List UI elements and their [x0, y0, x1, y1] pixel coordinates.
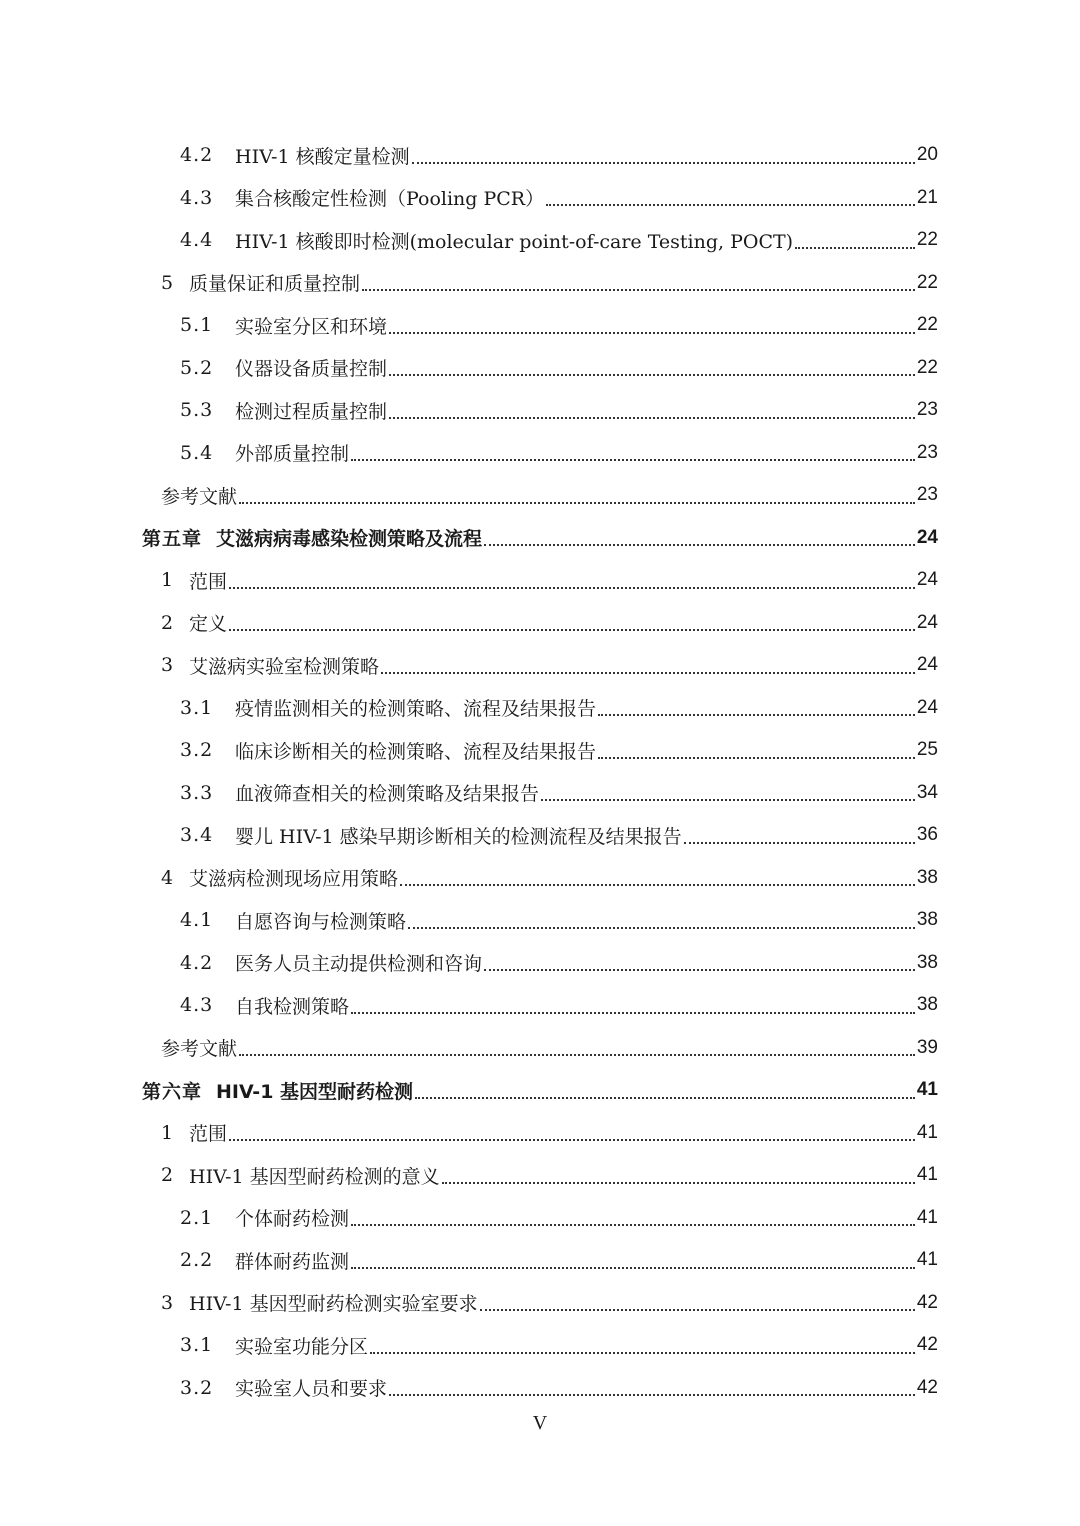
toc-entry-title: 参考文献 — [161, 485, 238, 508]
dot-leader — [598, 756, 915, 759]
toc-entry-title: HIV-1 核酸即时检测(molecular point-of-care Testing, POCT) — [235, 230, 794, 253]
dot-leader — [389, 331, 915, 334]
toc-entry-title: HIV-1 基因型耐药检测 — [216, 1080, 414, 1103]
toc-entry-title: 实验室人员和要求 — [235, 1378, 388, 1401]
toc-entry-number: 2.1 — [180, 1206, 214, 1229]
toc-entry-title: 范围 — [189, 570, 228, 593]
toc-entry[interactable] — [0, 304, 1080, 347]
toc-entry[interactable] — [0, 942, 1080, 985]
toc-entry-number: 4.3 — [180, 186, 214, 209]
toc-entry-title: 定义 — [189, 613, 228, 636]
dot-leader — [381, 671, 915, 674]
toc-entry-page-number: 20 — [916, 144, 938, 166]
dot-leader — [389, 416, 915, 419]
toc-entry-page-number: 41 — [916, 1079, 938, 1101]
toc-entry-title: 艾滋病病毒感染检测策略及流程 — [216, 528, 483, 551]
toc-entry-number: 4 — [161, 866, 175, 889]
dot-leader — [684, 841, 915, 844]
toc-entry[interactable] — [0, 899, 1080, 942]
table-of-contents — [0, 134, 1080, 1409]
toc-entry-number: 1 — [161, 569, 175, 592]
toc-entry-title: 个体耐药检测 — [235, 1208, 350, 1231]
toc-entry[interactable] — [0, 1154, 1080, 1197]
toc-entry-number: 3.2 — [180, 739, 214, 762]
toc-entry[interactable] — [0, 1197, 1080, 1240]
page-number: V — [532, 1412, 548, 1434]
toc-entry[interactable] — [0, 1324, 1080, 1367]
dot-leader — [442, 1181, 915, 1184]
toc-entry-title: 群体耐药监测 — [235, 1250, 350, 1273]
toc-entry-title: 艾滋病实验室检测策略 — [189, 655, 380, 678]
toc-entry-number: 3.4 — [180, 824, 214, 847]
toc-entry-title: 临床诊断相关的检测策略、流程及结果报告 — [235, 740, 597, 763]
dot-leader — [362, 288, 915, 291]
dot-leader — [598, 713, 915, 716]
toc-entry-page-number: 22 — [916, 229, 938, 251]
toc-entry-page-number: 41 — [916, 1249, 938, 1271]
toc-entry-page-number: 38 — [916, 866, 938, 888]
dot-leader — [229, 628, 915, 631]
dot-leader — [239, 1053, 915, 1056]
toc-entry-page-number: 23 — [916, 484, 938, 506]
toc-entry-page-number: 42 — [916, 1334, 938, 1356]
toc-entry[interactable] — [0, 559, 1080, 602]
toc-entry-page-number: 38 — [916, 994, 938, 1016]
toc-entry-title: 实验室功能分区 — [235, 1335, 369, 1358]
toc-entry-number: 4.2 — [180, 951, 214, 974]
toc-entry-title: 艾滋病检测现场应用策略 — [189, 868, 399, 891]
toc-entry-number: 2.2 — [180, 1249, 214, 1272]
toc-entry[interactable] — [0, 177, 1080, 220]
dot-leader — [480, 1308, 915, 1311]
toc-entry[interactable] — [0, 347, 1080, 390]
toc-entry-number: 第五章 — [142, 528, 203, 551]
toc-entry-title: 自愿咨询与检测策略 — [235, 910, 407, 933]
toc-entry-title: 参考文献 — [161, 1038, 238, 1061]
toc-entry-page-number: 38 — [916, 909, 938, 931]
toc-references-entry[interactable] — [0, 474, 1080, 517]
dot-leader — [389, 1393, 915, 1396]
toc-entry-page-number: 42 — [916, 1376, 938, 1398]
toc-entry-number: 5.1 — [180, 314, 214, 337]
toc-entry[interactable] — [0, 1239, 1080, 1282]
dot-leader — [351, 458, 915, 461]
toc-entry-page-number: 41 — [916, 1121, 938, 1143]
toc-entry-title: 外部质量控制 — [235, 443, 350, 466]
dot-leader — [541, 798, 915, 801]
toc-entry-page-number: 24 — [916, 569, 938, 591]
dot-leader — [415, 1096, 915, 1099]
dot-leader — [351, 1223, 915, 1226]
toc-entry-page-number: 41 — [916, 1164, 938, 1186]
toc-entry[interactable] — [0, 432, 1080, 475]
dot-leader — [389, 373, 915, 376]
toc-entry-page-number: 22 — [916, 314, 938, 336]
dot-leader — [795, 246, 915, 249]
dot-leader — [370, 1351, 915, 1354]
toc-entry-number: 4.3 — [180, 994, 214, 1017]
toc-entry-number: 2 — [161, 611, 175, 634]
dot-leader — [546, 203, 915, 206]
toc-entry-number: 5.3 — [180, 399, 214, 422]
toc-entry-page-number: 24 — [916, 526, 938, 548]
dot-leader — [408, 926, 915, 929]
toc-entry-title: 自我检测策略 — [235, 995, 350, 1018]
toc-entry[interactable] — [0, 262, 1080, 305]
toc-entry-page-number: 34 — [916, 781, 938, 803]
toc-entry-page-number: 41 — [916, 1206, 938, 1228]
toc-entry-title: 血液筛查相关的检测策略及结果报告 — [235, 783, 540, 806]
toc-entry[interactable] — [0, 219, 1080, 262]
dot-leader — [351, 1011, 915, 1014]
dot-leader — [484, 543, 915, 546]
toc-entry[interactable] — [0, 1367, 1080, 1410]
toc-entry-number: 5.2 — [180, 356, 214, 379]
toc-entry-number: 3.1 — [180, 1334, 214, 1357]
toc-entry-number: 3.1 — [180, 696, 214, 719]
toc-entry-page-number: 25 — [916, 739, 938, 761]
toc-entry-page-number: 24 — [916, 611, 938, 633]
toc-entry-page-number: 22 — [916, 271, 938, 293]
toc-entry-page-number: 42 — [916, 1291, 938, 1313]
toc-entry-number: 2 — [161, 1164, 175, 1187]
toc-entry-page-number: 36 — [916, 824, 938, 846]
toc-entry-number: 4.1 — [180, 909, 214, 932]
toc-entry[interactable] — [0, 1112, 1080, 1155]
toc-entry[interactable] — [0, 984, 1080, 1027]
dot-leader — [400, 883, 915, 886]
toc-entry-number: 3.3 — [180, 781, 214, 804]
toc-entry-page-number: 22 — [916, 356, 938, 378]
toc-entry-number: 5 — [161, 271, 175, 294]
toc-entry-title: 范围 — [189, 1123, 228, 1146]
toc-chapter-entry[interactable] — [0, 517, 1080, 560]
toc-entry-title: HIV-1 基因型耐药检测实验室要求 — [189, 1293, 478, 1316]
dot-leader — [484, 968, 915, 971]
toc-entry-title: 集合核酸定性检测（Pooling PCR） — [235, 188, 545, 211]
toc-entry-title: 婴儿 HIV-1 感染早期诊断相关的检测流程及结果报告 — [235, 825, 682, 848]
toc-entry-page-number: 24 — [916, 696, 938, 718]
toc-entry-page-number: 21 — [916, 186, 938, 208]
toc-references-entry[interactable] — [0, 1027, 1080, 1070]
toc-entry-number: 4.4 — [180, 229, 214, 252]
toc-entry-page-number: 23 — [916, 399, 938, 421]
toc-entry[interactable] — [0, 857, 1080, 900]
toc-chapter-entry[interactable] — [0, 1069, 1080, 1112]
toc-entry-number: 3 — [161, 654, 175, 677]
toc-entry-title: HIV-1 核酸定量检测 — [235, 145, 410, 168]
dot-leader — [239, 501, 915, 504]
dot-leader — [229, 1138, 915, 1141]
toc-entry[interactable] — [0, 134, 1080, 177]
dot-leader — [351, 1266, 915, 1269]
toc-entry-number: 第六章 — [142, 1080, 203, 1103]
toc-entry[interactable] — [0, 772, 1080, 815]
toc-entry-title: 医务人员主动提供检测和咨询 — [235, 953, 483, 976]
toc-entry-page-number: 24 — [916, 654, 938, 676]
toc-entry-page-number: 23 — [916, 441, 938, 463]
toc-entry[interactable] — [0, 1282, 1080, 1325]
toc-entry-number: 4.2 — [180, 144, 214, 167]
toc-entry-title: 检测过程质量控制 — [235, 400, 388, 423]
toc-entry-title: 质量保证和质量控制 — [189, 273, 361, 296]
toc-entry-title: 实验室分区和环境 — [235, 315, 388, 338]
toc-entry[interactable] — [0, 644, 1080, 687]
toc-entry-number: 1 — [161, 1121, 175, 1144]
toc-entry[interactable] — [0, 687, 1080, 730]
toc-entry[interactable] — [0, 729, 1080, 772]
toc-entry-title: HIV-1 基因型耐药检测的意义 — [189, 1165, 440, 1188]
toc-entry-number: 3 — [161, 1291, 175, 1314]
toc-entry-title: 仪器设备质量控制 — [235, 358, 388, 381]
toc-entry[interactable] — [0, 389, 1080, 432]
toc-entry[interactable] — [0, 602, 1080, 645]
toc-entry-number: 5.4 — [180, 441, 214, 464]
toc-entry-number: 3.2 — [180, 1376, 214, 1399]
toc-entry[interactable] — [0, 814, 1080, 857]
dot-leader — [412, 161, 915, 164]
toc-entry-page-number: 38 — [916, 951, 938, 973]
dot-leader — [229, 586, 915, 589]
toc-entry-page-number: 39 — [916, 1036, 938, 1058]
toc-entry-title: 疫情监测相关的检测策略、流程及结果报告 — [235, 698, 597, 721]
